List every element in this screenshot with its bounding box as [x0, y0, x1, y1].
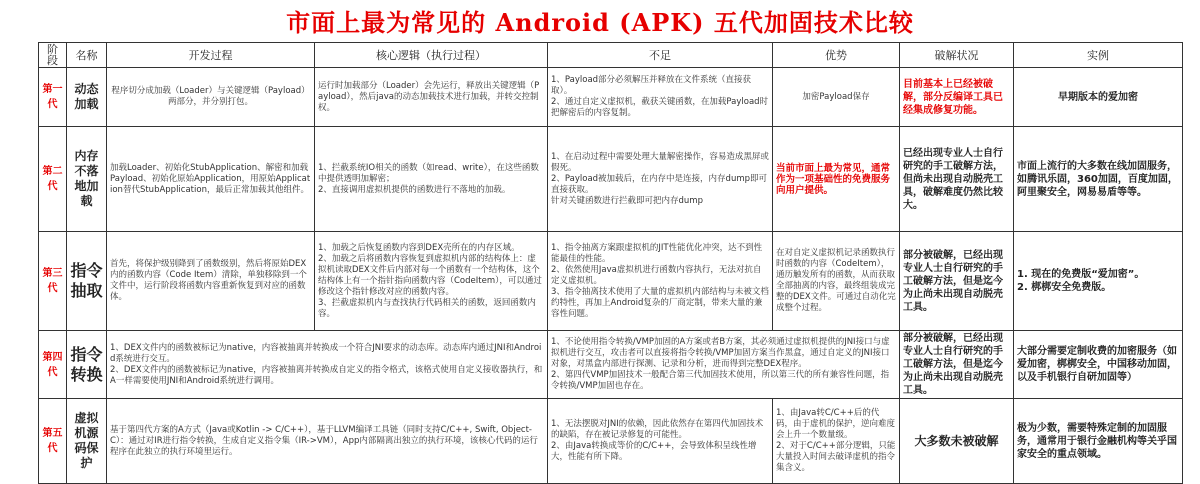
- advantage-cell: 1、由Java转C/C++后的代码，由于虚机的保护，逆向难度会上升一个数量级。 2、对于C/C++部分逻辑，只能大量投入时间去破译虚机的指令集含义。: [773, 399, 900, 484]
- weakness-cell: 1、指令抽离方案跟虚拟机的JIT性能优化冲突，达不到性能最佳的性能。 2、依然使用Java虚拟机进行函数内容执行，无法对抗自定义虚拟机。 3、指令抽离技术使用了大量的虚拟机内部结构与未被文档约特性，再加上Android复杂的厂商定制，带来大量的兼容性问题。: [548, 232, 773, 331]
- dev-cell: 首先，将保护级别降到了函数级别，然后将原始DEX内的函数内容（Code Item）清除，单独移除到一个文件中，运行阶段将函数内容重新恢复到对应的函数体。: [107, 232, 315, 331]
- weakness-cell: 1、不论使用指令转换/VMP加固的A方案或者B方案，其必须通过虚拟机提供的JNI接口与虚拟机进行交互，攻击者可以直接将指令转换/VMP加固方案当作黑盒，通过自定义的JNI接口对象，对黑盒内部进行探测、记录和分析，进而得到完整DEX程序。 2、第四代VMP加固技术一般配合第三代加固技术使用，所以第三代的所有兼容性问题，指令转换/VMP加固也存在。: [548, 331, 900, 399]
- comparison-table: [38, 42, 1183, 484]
- example-cell: 市面上流行的大多数在线加固服务，如腾讯乐固，360加固，百度加固，阿里聚安全，网易易盾等等。: [1014, 127, 1183, 232]
- header-core: 核心逻辑（执行过程）: [315, 43, 548, 68]
- crack-cell: 部分被破解，已经出现专业人士自行研究的手工破解方法，但是迄今为止尚未出现自动脱壳工具。: [900, 331, 1014, 399]
- stage-cell: 第五代: [39, 399, 67, 484]
- weakness-cell: 1、无法摆脱对JNI的依赖，因此依然存在第四代加固技术的缺陷，存在被记录修复的可能性。 2、由Java转换成等价的C/C++，会导致体积呈线性增大，性能有所下降。: [548, 399, 773, 484]
- example-cell: 早期版本的爱加密: [1014, 68, 1183, 127]
- header-example: 实例: [1014, 43, 1183, 68]
- table-row: [39, 127, 1183, 232]
- name-cell: 虚拟机源码保护: [67, 399, 107, 484]
- header-advantage: 优势: [773, 43, 900, 68]
- advantage-cell: 在对自定义虚拟机记录函数执行时函数的内容（CodeItem），通历触发所有的函数，从而获取全部抽离的内容，最终组装成完整的DEX文件。可通过自动化完成整个过程。: [773, 232, 900, 331]
- example-cell: 大部分需要定制收费的加密服务（如爱加密，梆梆安全，中国移动加固，以及手机银行自研加固等）: [1014, 331, 1183, 399]
- header-stage: 阶段: [39, 43, 67, 68]
- dev-cell: 1、DEX文件内的函数被标记为native，内容被抽离并转换成一个符合JNI要求的动态库。动态库内通过JNI和Android系统进行交互。 2、DEX文件内的函数被标记为native，内容被抽离并转换成自定义的指令格式，该格式使用自定义接收器执行，和A一样需要使用JNI和Android系统进行调用。: [107, 331, 548, 399]
- stage-cell: 第三代: [39, 232, 67, 331]
- name-cell: 内存不落地加载: [67, 127, 107, 232]
- core-cell: 运行时加载部分（Loader）会先运行，释放出关键逻辑（Payload），然后java的动态加载技术进行加载，并转交控制权。: [315, 68, 548, 127]
- crack-cell: 部分被破解，已经出现专业人士自行研究的手工破解方法，但是迄今为止尚未出现自动脱壳工具。: [900, 232, 1014, 331]
- table-row: [39, 232, 1183, 331]
- stage-cell: 第四代: [39, 331, 67, 399]
- name-cell: 动态加载: [67, 68, 107, 127]
- core-cell: 1、拦截系统IO相关的函数（如read、write），在这些函数中提供透明加解密； 2、直接调用虚拟机提供的函数进行不落地的加载。: [315, 127, 548, 232]
- example-cell: 极为少数，需要特殊定制的加固服务，通常用于银行金融机构等关乎国家安全的重点领域。: [1014, 399, 1183, 484]
- crack-cell: 大多数未被破解: [900, 399, 1014, 484]
- table-row: [39, 399, 1183, 484]
- table-row: [39, 68, 1183, 127]
- dev-cell: 加载Loader、初始化StubApplication、解密和加载Payload、初始化原始Application，用原始Application替代StubApplication，最后正常加载其他组件。: [107, 127, 315, 232]
- example-cell: 1. 现在的免费版“爱加密”。 2. 梆梆安全免费版。: [1014, 232, 1183, 331]
- page-title: 市面上最为常见的 Android (APK) 五代加固技术比较: [286, 8, 914, 37]
- header-name: 名称: [67, 43, 107, 68]
- table-header-row: [39, 43, 1183, 68]
- core-cell: 1、加载之后恢复函数内容到DEX壳所在的内存区域。 2、加载之后将函数内容恢复到虚拟机内部的结构体上：虚拟机读取DEX文件后内部对每一个函数有一个结构体，这个结构体上有一个指针指向函数内容（CodeItem），可以通过修改这个指针修改对应的函数内容。 3、拦截虚拟机内与查找执行代码相关的函数，返回函数内容。: [315, 232, 548, 331]
- stage-cell: 第一代: [39, 68, 67, 127]
- dev-cell: 程序切分成加载（Loader）与关键逻辑（Payload）两部分，并分别打包。: [107, 68, 315, 127]
- dev-cell: 基于第四代方案的A方式（Java或Kotlin -> C/C++），基于LLVM编译工具链（同时支持C/C++, Swift, Object-C）：通过对IR进行指令转换，生成自定义指令集（IR->VM），App内部隔离出独立的执行环境，该核心代码的运行程序在此独立的执行环境里运行。: [107, 399, 548, 484]
- name-cell: 指令转换: [67, 331, 107, 399]
- weakness-cell: 1、Payload部分必须解压并释放在文件系统（直接获取）。 2、通过自定义虚拟机，截获关键函数，在加载Payload时把解密后的内容复制。: [548, 68, 773, 127]
- table-row: [39, 331, 1183, 399]
- advantage-cell: 当前市面上最为常见，通常作为一项基础性的免费服务向用户提供。: [773, 127, 900, 232]
- header-weakness: 不足: [548, 43, 773, 68]
- name-cell: 指令抽取: [67, 232, 107, 331]
- crack-cell: 目前基本上已经被破解，部分反编译工具已经集成修复功能。: [900, 68, 1014, 127]
- advantage-cell: 加密Payload保存: [773, 68, 900, 127]
- stage-cell: 第二代: [39, 127, 67, 232]
- header-crack: 破解状况: [900, 43, 1014, 68]
- weakness-cell: 1、在启动过程中需要处理大量解密操作，容易造成黑屏或假死。 2、Payload被加载后，在内存中是连接，内存dump即可直接获取。 针对关键函数进行拦截即可把内存dump: [548, 127, 773, 232]
- header-dev: 开发过程: [107, 43, 315, 68]
- crack-cell: 已经出现专业人士自行研究的手工破解方法，但尚未出现自动脱壳工具，破解难度仍然比较大。: [900, 127, 1014, 232]
